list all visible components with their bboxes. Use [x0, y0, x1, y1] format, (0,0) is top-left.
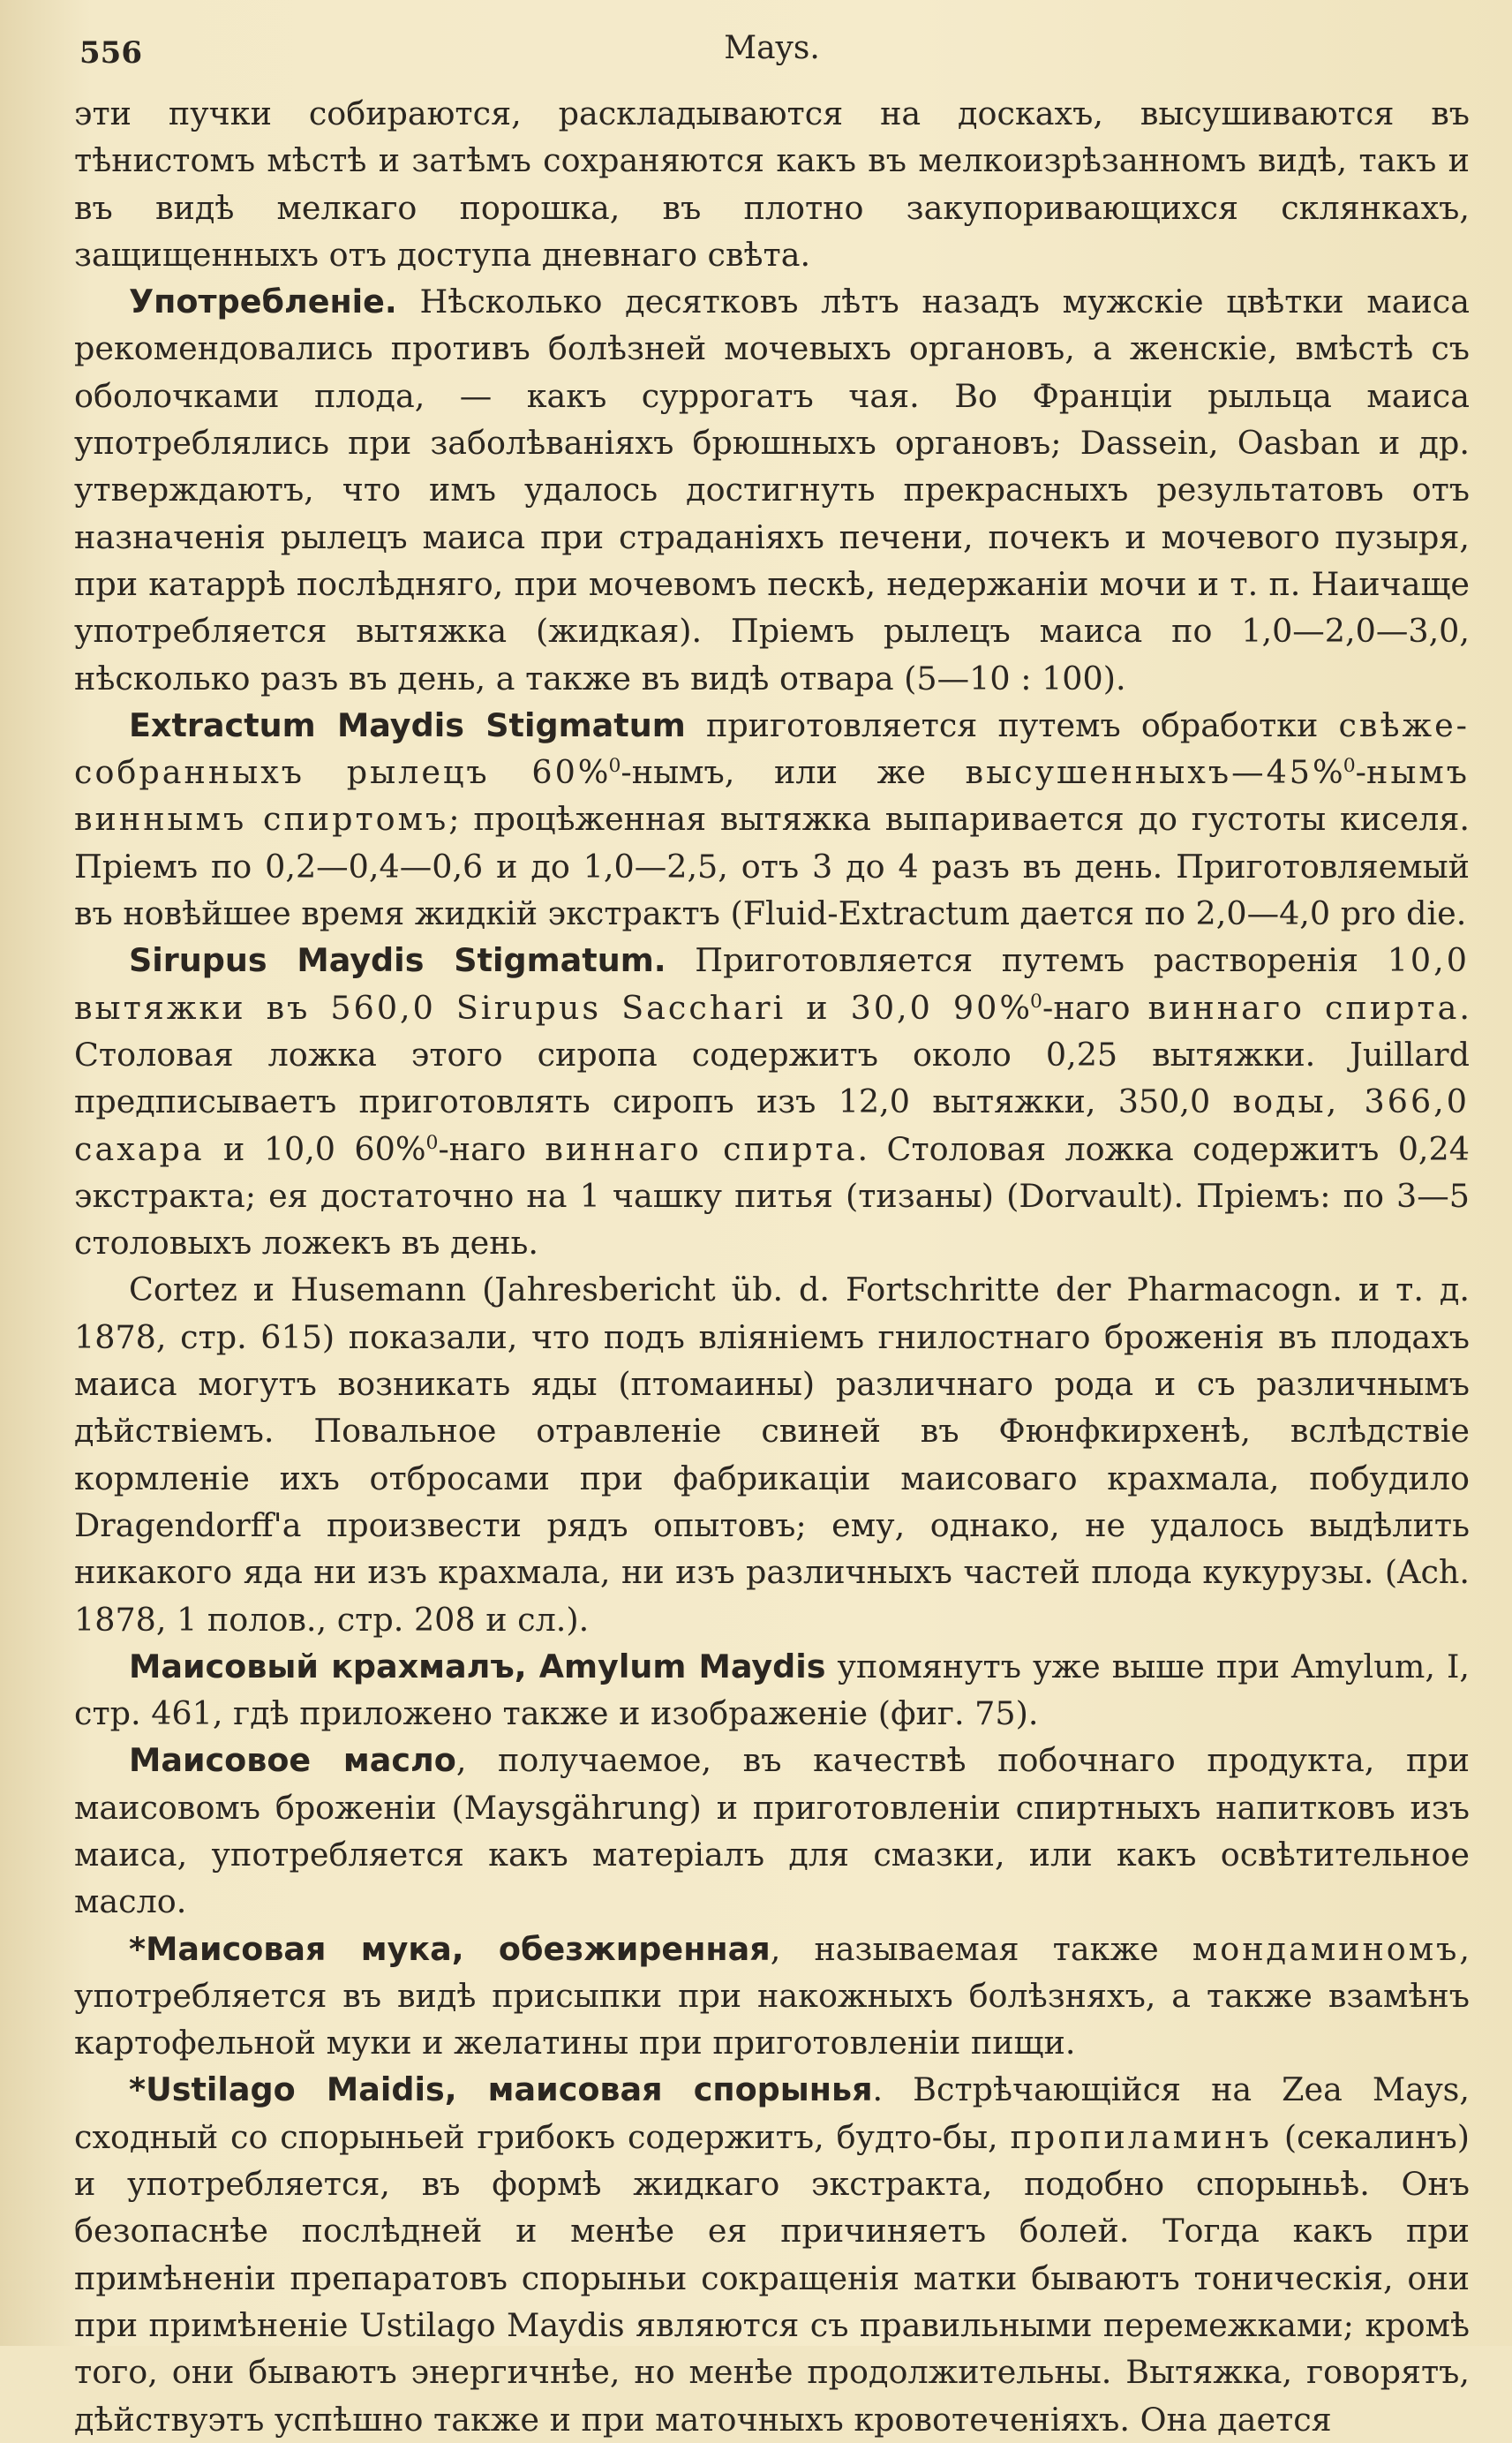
paragraph-extractum: Extractum Maydis Stigmatum приготовляется путемъ обработки свѣже-собранныхъ рылецъ 60%$^0$-нымъ, или же высушенныхъ—45%$^0$-нымъ виннымъ спиртомъ; процѣженная вытяжка выпаривается до густоты киселя. Пріемъ по 0,2—0,4—0,6 и до 1,0—2,5, отъ 3 до 4 разъ въ день. Приготовляемый въ новѣйшее время жидкій экстрактъ (Fluid-Extractum дается по 2,0—4,0 pro die. [74, 705, 1470, 933]
heading-amylum: Маисовый крахмалъ, Amylum Maydis [129, 1647, 826, 1685]
paragraph-maize-oil: Маисовое масло, получаемое, въ качествѣ побочнаго продукта, при маисовомъ броженіи (Maysgährung) и приготовленіи спиртныхъ напитковъ изъ маиса, употребляется какъ матеріалъ для смазки, или какъ освѣтительное масло. [74, 1741, 1470, 1921]
paragraph-drying: эти пучки собираются, раскладываются на доскахъ, высушиваются въ тѣнистомъ мѣстѣ и затѣмъ сохраняются какъ въ мелкоизрѣзанномъ видѣ, такъ и въ видѣ мелкаго порошка, въ плотно закупоривающихся склянкахъ, защищенныхъ отъ доступа дневнаго свѣта. [74, 94, 1470, 274]
heading-extractum: Extractum Maydis Stigmatum [129, 705, 686, 744]
heading-usage: Употребленіе. [129, 283, 397, 321]
heading-sirupus: Sirupus Maydis Stigmatum. [129, 941, 666, 980]
body-text [74, 90, 1470, 2443]
heading-maize-flour: *Маисовая мука, обезжиренная [129, 1929, 771, 1968]
paragraph-maize-flour: *Маисовая мука, обезжиренная, называемая также мондаминомъ, употребляется въ видѣ присыпки при накожныхъ болѣзняхъ, а также взамѣнъ картофельной муки и желатины при приготовленіи пищи. [74, 1929, 1470, 2062]
heading-ustilago: *Ustilago Maidis, маисовая спорынья [129, 2070, 873, 2109]
paragraph-cortez-husemann: Cortez и Husemann (Jahresbericht üb. d. Fortschritte der Pharmacogn. и т. д. 1878, стр. 615) показали, что подъ вліяніемъ гнилостнаго броженія въ плодахъ маиса могутъ возникать яды (птомаины) различнаго рода и съ различнымъ дѣйствіемъ. Повальное отравленіе свиней въ Фюнфкирхенѣ, вслѣдствіе кормленіе ихъ отбросами при фабрикаціи маисоваго крахмала, побудило Dragendorff'а произвести рядъ опытовъ; ему, однако, не удалось выдѣлить никакого яда ни изъ крахмала, ни изъ различныхъ частей плода кукурузы. (Ach. 1878, 1 полов., стр. 208 и сл.). [74, 1271, 1470, 1639]
running-head: Mays. [724, 30, 820, 66]
paragraph-sirupus: Sirupus Maydis Stigmatum. Приготовляется путемъ растворенія 10,0 вытяжки въ 560,0 Sirupus Sacchari и 30,0 90%$^0$-наго виннаго спирта. Столовая ложка этого сиропа содержитъ около 0,25 вытяжки. Juillard предписываетъ приготовлять сиропъ изъ 12,0 вытяжки, 350,0 воды, 366,0 сахара и 10,0 60%$^0$-наго виннаго спирта. Столовая ложка содержитъ 0,24 экстракта; ея достаточно на 1 чашку питья (тизаны) (Dorvault). Пріемъ: по 3—5 столовыхъ ложекъ въ день. [74, 941, 1470, 1263]
paragraph-amylum: Маисовый крахмалъ, Amylum Maydis упомянутъ уже выше при Amylum, I, стр. 461, гдѣ приложено также и изображеніе (фиг. 75). [74, 1647, 1470, 1733]
page-number: 556 [79, 35, 142, 71]
paragraph-ustilago: *Ustilago Maidis, маисовая спорынья. Встрѣчающійся на Zea Mays, сходный со спорыньей грибокъ содержитъ, будто-бы, пропиламинъ (секалинъ) и употребляется, въ формѣ жидкаго экстракта, подобно спорыньѣ. Онъ безопаснѣе послѣдней и менѣе ея причиняетъ болей. Тогда какъ при примѣненіи препаратовъ спорыньи сокращенія матки бываютъ тоническія, они при примѣненіе Ustilago Maydis являются съ правильными перемежками; кромѣ того, они бываютъ энергичнѣе, но менѣе продолжительны. Вытяжка, говорятъ, дѣйствуэтъ успѣшно также и при маточныхъ кровотеченіяхъ. Она дается [74, 2070, 1470, 2439]
page-header [74, 26, 1470, 90]
paragraph-usage: Употребленіе. Нѣсколько десятковъ лѣтъ назадъ мужскіе цвѣтки маиса рекомендовались противъ болѣзней мочевыхъ органовъ, а женскіе, вмѣстѣ съ оболочками плода, — какъ суррогатъ чая. Во Франціи рыльца маиса употреблялись при заболѣваніяхъ брюшныхъ органовъ; Dassein, Oasban и др. утверждаютъ, что имъ удалось достигнуть прекрасныхъ результатовъ отъ назначенія рылецъ маиса при страданіяхъ печени, почекъ и мочевого пузыря, при катаррѣ послѣдняго, при мочевомъ пескѣ, недержаніи мочи и т. п. Наичаще употребляется вытяжка (жидкая). Пріемъ рылецъ маиса по 1,0—2,0—3,0, нѣсколько разъ въ день, а также въ видѣ отвара (5—10 : 100). [74, 283, 1470, 697]
heading-maize-oil: Маисовое масло [129, 1741, 456, 1780]
